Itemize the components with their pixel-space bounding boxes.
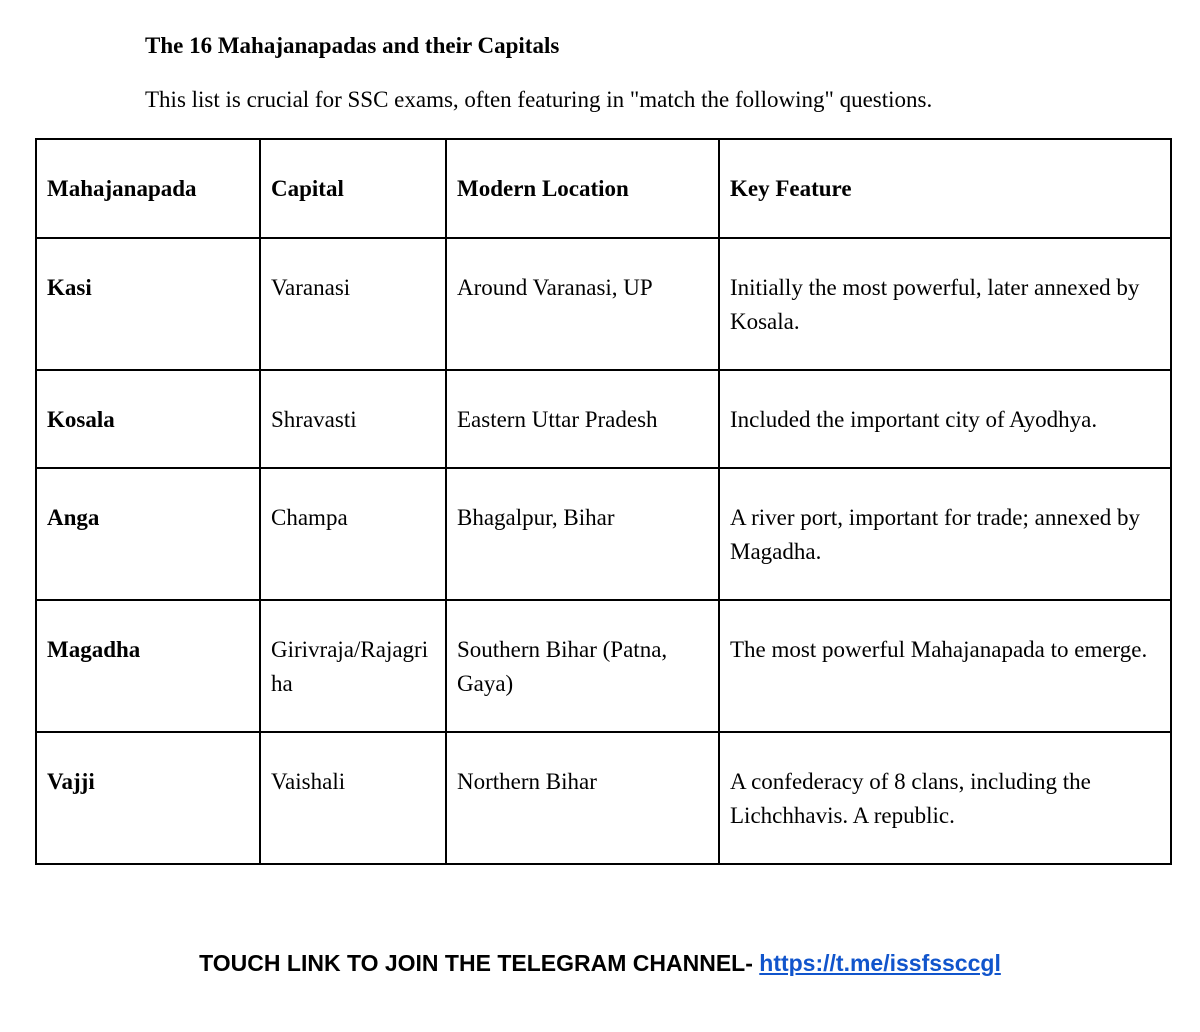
header-modern-location: Modern Location	[446, 139, 719, 238]
table-row	[36, 732, 1171, 864]
capital-cell: Shravasti	[260, 370, 446, 468]
mahajanapada-cell: Vajji	[36, 732, 260, 864]
header-mahajanapada: Mahajanapada	[36, 139, 260, 238]
mahajanapada-cell: Kosala	[36, 370, 260, 468]
capital-cell: Varanasi	[260, 238, 446, 370]
telegram-footer	[0, 947, 1200, 979]
table-row	[36, 468, 1171, 600]
mahajanapada-cell: Kasi	[36, 238, 260, 370]
telegram-link[interactable]: https://t.me/issfssccgl	[759, 950, 1001, 976]
location-cell: Northern Bihar	[446, 732, 719, 864]
feature-cell: Included the important city of Ayodhya.	[719, 370, 1171, 468]
capital-cell: Vaishali	[260, 732, 446, 864]
mahajanapada-cell: Magadha	[36, 600, 260, 732]
feature-cell: The most powerful Mahajanapada to emerge.	[719, 600, 1171, 732]
feature-cell: Initially the most powerful, later annexed by Kosala.	[719, 238, 1171, 370]
mahajanapada-table	[35, 138, 1172, 865]
location-cell: Eastern Uttar Pradesh	[446, 370, 719, 468]
header-capital: Capital	[260, 139, 446, 238]
document-intro: This list is crucial for SSC exams, often featuring in "match the following" questions.	[145, 87, 933, 112]
table-header-row	[36, 139, 1171, 238]
table-row	[36, 370, 1171, 468]
feature-cell: A river port, important for trade; annexed by Magadha.	[719, 468, 1171, 600]
table-row	[36, 600, 1171, 732]
header-key-feature: Key Feature	[719, 139, 1171, 238]
location-cell: Bhagalpur, Bihar	[446, 468, 719, 600]
capital-cell: Girivraja/Rajagriha	[260, 600, 446, 732]
capital-cell: Champa	[260, 468, 446, 600]
mahajanapada-cell: Anga	[36, 468, 260, 600]
feature-cell: A confederacy of 8 clans, including the Lichchhavis. A republic.	[719, 732, 1171, 864]
footer-text: TOUCH LINK TO JOIN THE TELEGRAM CHANNEL-	[199, 950, 760, 976]
location-cell: Southern Bihar (Patna, Gaya)	[446, 600, 719, 732]
location-cell: Around Varanasi, UP	[446, 238, 719, 370]
table-row	[36, 238, 1171, 370]
document-title: The 16 Mahajanapadas and their Capitals	[145, 33, 560, 58]
